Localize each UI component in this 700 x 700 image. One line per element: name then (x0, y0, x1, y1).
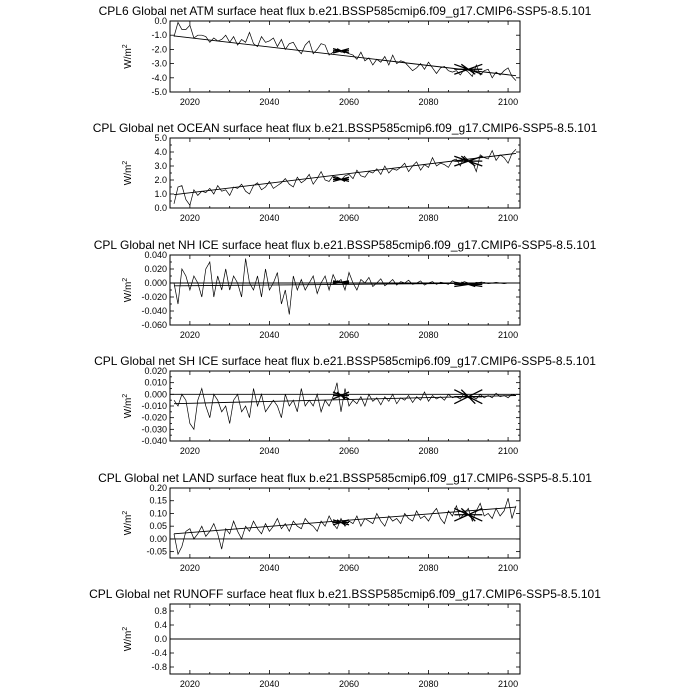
y-tick-label: -0.010 (141, 401, 167, 411)
y-tick-label: -0.030 (141, 424, 167, 435)
y-axis-label-unit: W/m (123, 514, 134, 536)
running-mean-marker (333, 392, 349, 399)
series-line-annual (174, 259, 516, 315)
plot-frame (170, 21, 520, 92)
y-tick-label: -0.4 (151, 648, 167, 658)
y-tick-label: 0.010 (144, 377, 167, 388)
y-tick-label: -0.040 (141, 436, 167, 446)
x-tick-label: 2080 (418, 679, 439, 689)
y-tick-label: 0.4 (154, 620, 167, 630)
y-tick-label: -2.0 (151, 44, 167, 55)
y-tick-label: 0.000 (144, 389, 167, 400)
y-axis-label (122, 44, 134, 69)
y-axis-label-unit: W/m (123, 397, 134, 419)
y-tick-label: 1.0 (154, 189, 167, 199)
y-axis-label (122, 278, 134, 303)
chart-title: CPL6 Global net ATM surface heat flux b.e21.BSSP585cmip6.f09_g17.CMIP6-SSP5-8.5.101 (98, 4, 592, 18)
y-axis-label-superscript: 2 (122, 510, 129, 515)
x-tick-label: 2100 (498, 563, 519, 573)
y-tick-label: 3.0 (154, 161, 167, 171)
running-mean-marker (454, 156, 482, 166)
y-axis-label (122, 511, 134, 536)
y-axis-label-superscript: 2 (122, 160, 129, 165)
plot-frame (170, 138, 520, 208)
y-tick-label: -0.060 (141, 320, 167, 330)
plot-area (170, 259, 520, 315)
x-tick-label: 2020 (179, 446, 200, 456)
y-axis-label-superscript: 2 (122, 626, 129, 631)
chart-panel-1 (99, 4, 592, 107)
plot-area (174, 149, 516, 205)
x-tick-label: 2060 (338, 563, 359, 573)
x-tick-label: 2060 (338, 446, 359, 456)
y-tick-label: -0.020 (141, 292, 167, 302)
x-tick-label: 2040 (259, 446, 280, 456)
x-tick-label: 2040 (259, 563, 280, 573)
x-tick-label: 2100 (498, 330, 519, 340)
chart-panel-5 (98, 471, 592, 573)
y-tick-label: 0.05 (149, 521, 167, 532)
x-tick-label: 2100 (498, 97, 519, 107)
x-tick-label: 2100 (498, 446, 519, 456)
chart-panel-6 (89, 587, 601, 689)
y-axis-label-unit: W/m (123, 630, 134, 652)
y-tick-label: 0.000 (144, 278, 167, 288)
y-tick-label: -3.0 (151, 58, 167, 69)
y-axis-label-superscript: 2 (122, 44, 129, 49)
y-tick-label: 0.10 (149, 508, 167, 519)
y-axis-label (122, 161, 134, 186)
x-tick-label: 2060 (338, 213, 359, 223)
x-tick-label: 2060 (338, 97, 359, 107)
y-tick-label: -0.020 (141, 412, 167, 423)
y-tick-label: -5.0 (151, 87, 167, 97)
plot-area (170, 498, 520, 554)
y-axis-label-unit: W/m (123, 164, 134, 186)
x-tick-label: 2040 (259, 97, 280, 107)
series-line-annual (174, 383, 516, 430)
chart-title: CPL Global net OCEAN surface heat flux b.e21.BSSP585cmip6.f09_g17.CMIP6-SSP5-8.5.101 (92, 121, 598, 135)
y-axis-label-unit: W/m (123, 48, 134, 69)
x-tick-label: 2020 (179, 213, 200, 223)
y-tick-label: 5.0 (154, 133, 167, 143)
y-tick-label: 0.20 (149, 483, 167, 493)
x-tick-label: 2080 (418, 213, 439, 223)
y-tick-label: 0.0 (154, 634, 167, 644)
running-mean-marker (333, 177, 349, 181)
x-tick-label: 2020 (179, 330, 200, 340)
plot-frame (170, 371, 520, 441)
series-line-annual (174, 149, 516, 205)
chart-panel-3 (94, 238, 597, 340)
y-tick-label: -0.040 (141, 306, 167, 316)
y-tick-label: 4.0 (154, 147, 167, 157)
chart-title: CPL Global net LAND surface heat flux b.e21.BSSP585cmip6.f09_g17.CMIP6-SSP5-8.5.101 (98, 471, 592, 485)
plot-area (170, 383, 520, 430)
y-tick-label: 2.0 (154, 175, 167, 185)
x-tick-label: 2080 (418, 97, 439, 107)
x-tick-label: 2040 (259, 679, 280, 689)
x-tick-label: 2100 (498, 679, 519, 689)
y-tick-label: -0.05 (146, 546, 167, 557)
y-axis-label (122, 627, 134, 652)
running-mean-marker (454, 508, 482, 521)
y-tick-label: 0.00 (149, 533, 167, 544)
y-tick-label: -0.8 (151, 662, 167, 672)
running-mean-marker (454, 390, 482, 404)
y-tick-label: 0.8 (154, 606, 167, 616)
y-axis-label (122, 394, 134, 419)
y-tick-label: -4.0 (151, 72, 167, 83)
y-tick-label: 0.0 (154, 16, 167, 26)
y-tick-label: 0.020 (144, 264, 167, 274)
series-line-annual (174, 498, 516, 554)
y-tick-label: 0.0 (154, 203, 167, 213)
y-axis-label-superscript: 2 (122, 393, 129, 398)
y-tick-label: 0.15 (149, 495, 167, 506)
y-tick-label: 0.020 (144, 366, 167, 376)
x-tick-label: 2080 (418, 563, 439, 573)
chart-panel-2 (93, 121, 598, 223)
x-tick-label: 2080 (418, 330, 439, 340)
x-tick-label: 2080 (418, 446, 439, 456)
y-axis-label-unit: W/m (123, 281, 134, 303)
x-tick-label: 2020 (179, 563, 200, 573)
running-mean-marker (454, 64, 482, 74)
chart-title: CPL Global net SH ICE surface heat flux b.e21.BSSP585cmip6.f09_g17.CMIP6-SSP5-8.5.101 (94, 354, 596, 368)
x-tick-label: 2020 (179, 97, 200, 107)
x-tick-label: 2020 (179, 679, 200, 689)
x-tick-label: 2100 (498, 213, 519, 223)
x-tick-label: 2060 (338, 679, 359, 689)
y-tick-label: -1.0 (151, 30, 167, 41)
x-tick-label: 2060 (338, 330, 359, 340)
x-tick-label: 2040 (259, 330, 280, 340)
chart-title: CPL Global net NH ICE surface heat flux b.e21.BSSP585cmip6.f09_g17.CMIP6-SSP5-8.5.101 (93, 238, 597, 252)
chart-panel-4 (94, 354, 596, 456)
plot-area (174, 22, 516, 80)
y-axis-label-superscript: 2 (122, 277, 129, 282)
x-tick-label: 2040 (259, 213, 280, 223)
y-tick-label: 0.040 (144, 250, 167, 260)
chart-title: CPL Global net RUNOFF surface heat flux b.e21.BSSP585cmip6.f09_g17.CMIP6-SSP5-8.5.101 (89, 587, 601, 601)
